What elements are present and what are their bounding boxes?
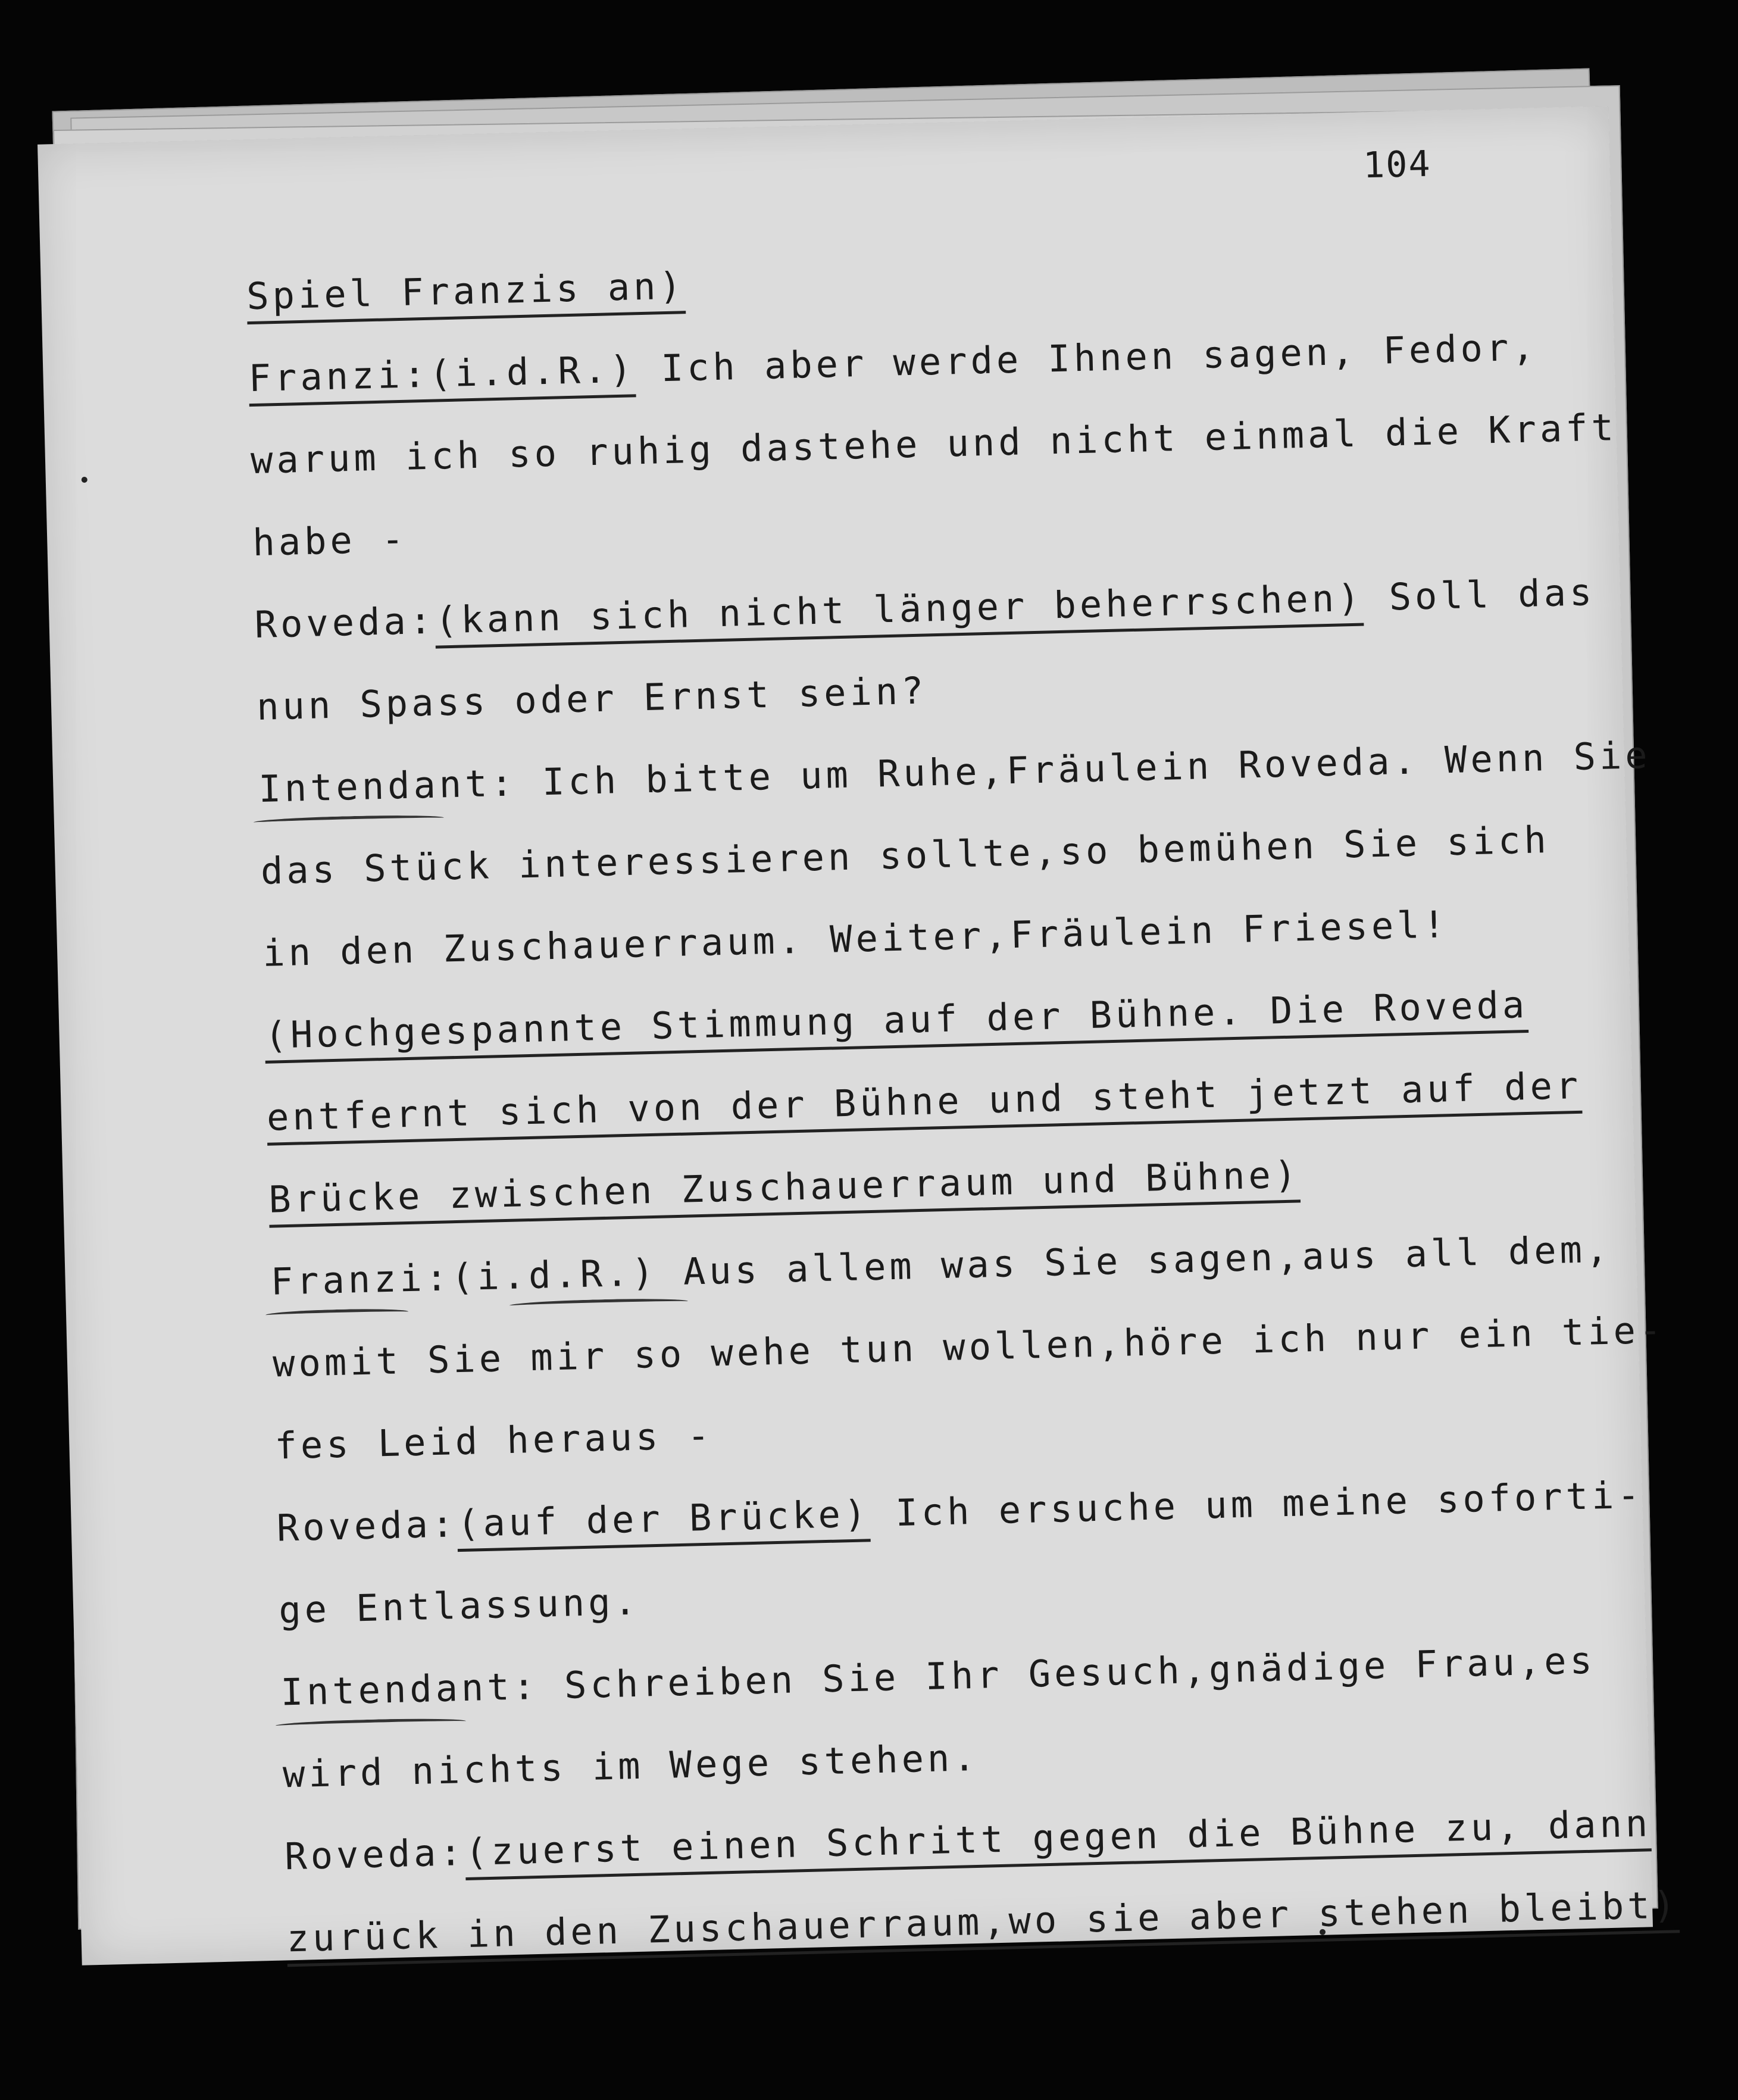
line-text: Ich ersuche um meine soforti- <box>869 1473 1644 1536</box>
speaker-name: Roveda: <box>276 1502 458 1550</box>
line-text: wird nichts im Wege stehen. <box>282 1735 980 1796</box>
underline-mark <box>276 1717 466 1730</box>
underline-mark <box>254 814 444 826</box>
stage-direction: (auf der Brücke) <box>457 1492 870 1552</box>
line-text: Spiel Franzis an) <box>246 264 685 324</box>
line-text: womit Sie mir so wehe tun wollen,höre ich nur ein tie- <box>272 1308 1666 1386</box>
page-number: 104 <box>1362 143 1432 187</box>
line-text: ge Entlassung. <box>278 1579 640 1632</box>
line-text: Schreiben Sie Ihr Gesuch,gnädige Frau,es <box>537 1638 1596 1708</box>
speaker-name: Franzi:(i.d.R.) <box>248 347 636 407</box>
stage-direction: entfernt sich von der Bühne und steht jetzt auf der <box>266 1064 1582 1146</box>
line-text: Aus allem was Sie sagen,aus all dem, <box>657 1227 1612 1294</box>
stage-direction: (Hochgespannte Stimmung auf der Bühne. Die Roveda <box>264 983 1528 1064</box>
line-text: fes Leid heraus - <box>274 1413 714 1468</box>
line-text: Ich bitte um Ruhe,Fräulein Roveda. Wenn Sie <box>515 733 1652 805</box>
ink-spot <box>82 477 87 483</box>
speaker-name: Intendant: <box>258 761 517 811</box>
underline-mark <box>509 1298 688 1310</box>
line-text: Ich aber werde Ihnen sagen, Fedor, <box>634 325 1539 391</box>
line-text: warum ich so ruhig dastehe und nicht einmal die Kraft <box>250 405 1618 483</box>
line-text: das Stück interessieren sollte,so bemühen Sie sich <box>260 817 1551 893</box>
stage-direction: Brücke zwischen Zuschauerraum und Bühne) <box>268 1152 1301 1227</box>
speaker-name: Roveda: <box>254 598 436 647</box>
stage-direction: (zuerst einen Schritt gegen die Bühne zu, dann <box>465 1801 1652 1880</box>
speaker-name: Intendant: <box>280 1664 539 1714</box>
script-text <box>246 223 1680 1980</box>
stage-direction: (kann sich nicht länger beherrschen) <box>434 576 1364 649</box>
underline-mark <box>265 1308 408 1319</box>
line-text: Soll das <box>1362 570 1596 620</box>
line-text: nun Spass oder Ernst sein? <box>256 668 928 729</box>
stage-direction: zurück in den Zuschauerraum,wo sie aber stehen bleibt) <box>286 1883 1680 1967</box>
typewritten-page <box>37 106 1680 1965</box>
speaker-name: Franzi:(i.d.R.) <box>270 1250 658 1304</box>
line-text: habe - <box>252 517 408 565</box>
speaker-name: Roveda: <box>284 1830 466 1879</box>
line-text: in den Zuschauerraum. Weiter,Fräulein Friesel! <box>262 902 1449 975</box>
